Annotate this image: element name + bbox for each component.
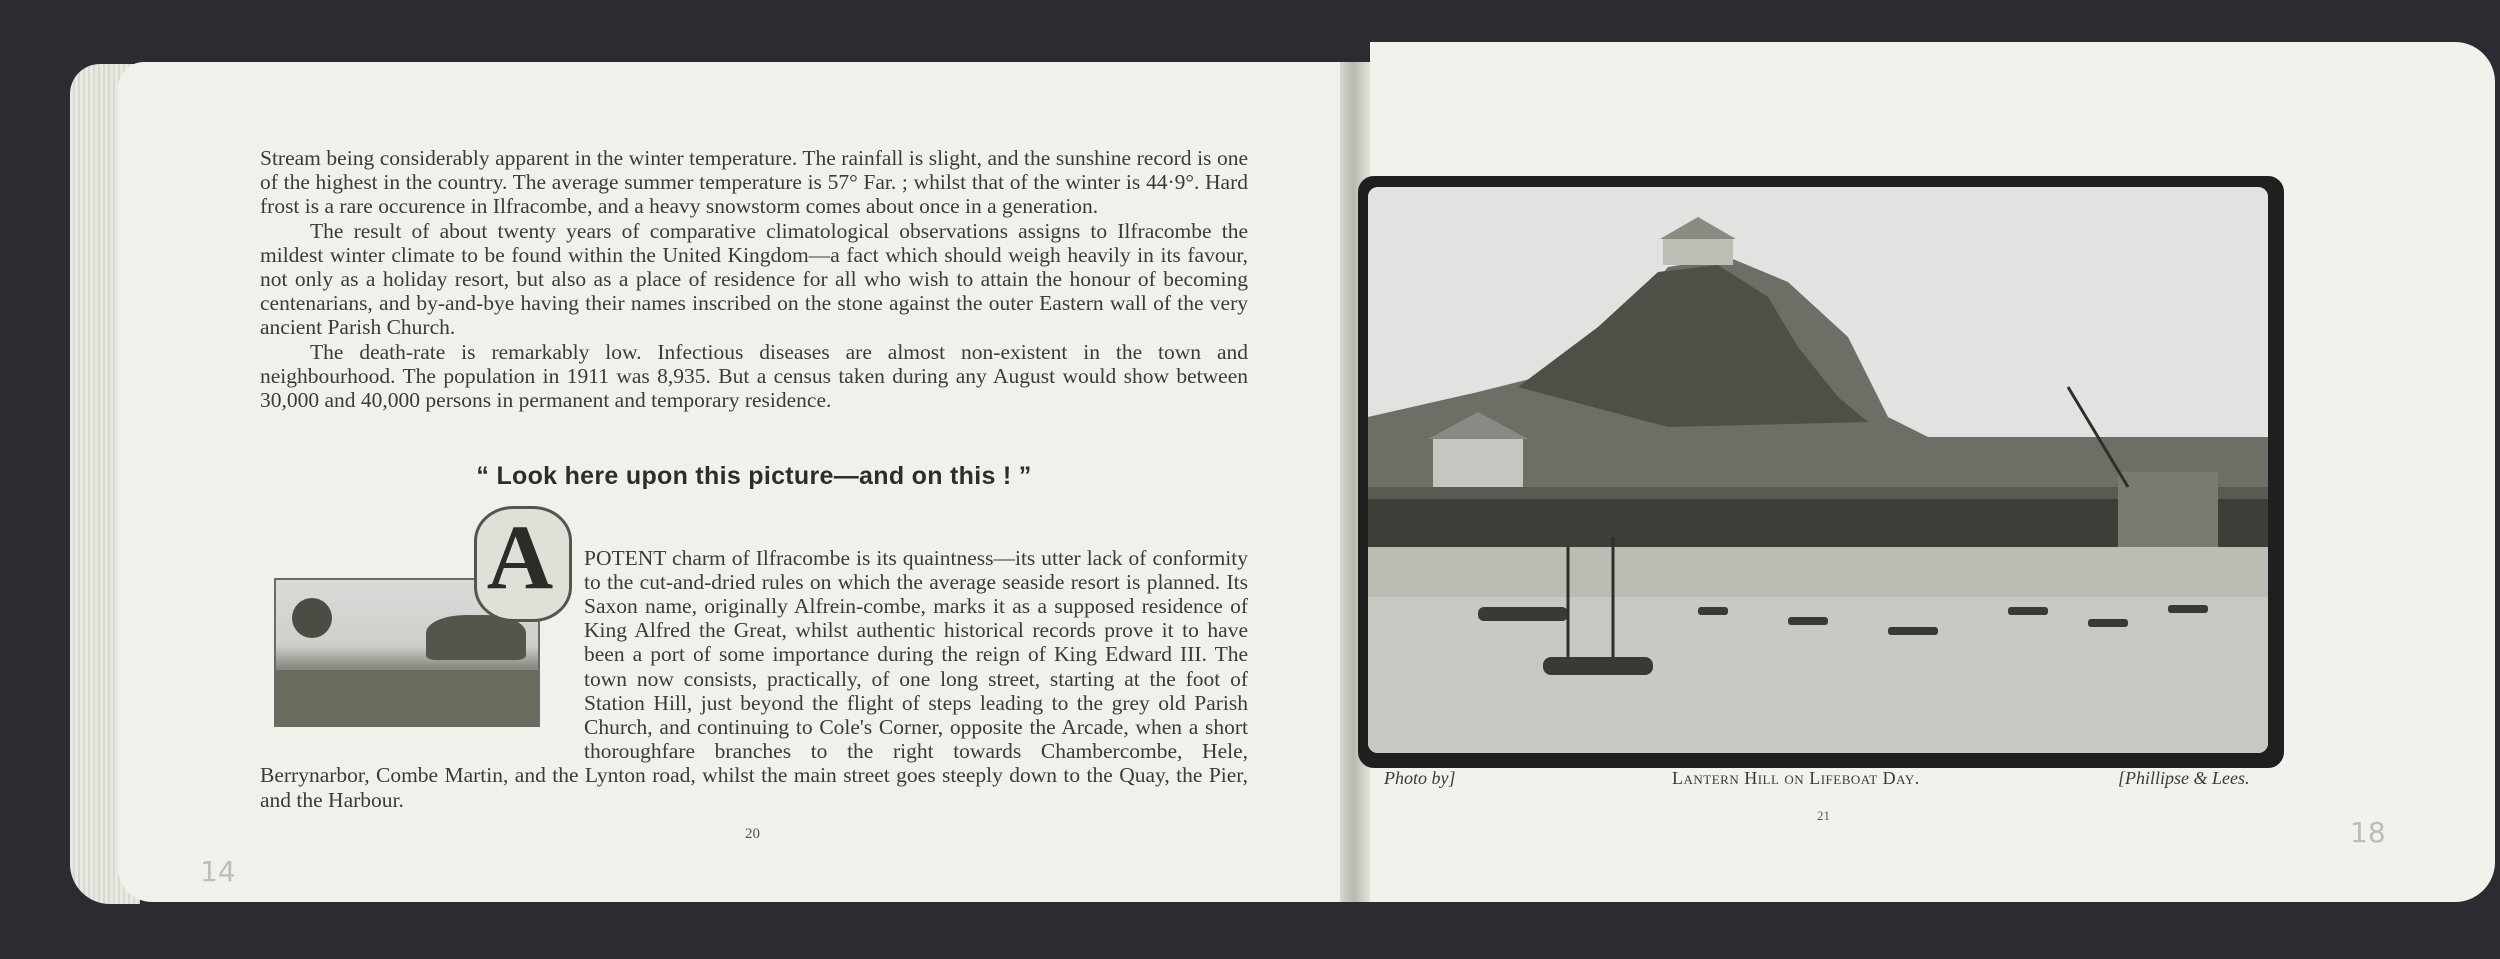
lantern-hill-photo xyxy=(1368,187,2268,753)
paragraph-2: The result of about twenty years of comparative climatological observations assigns to Ilfracombe the mildest winter climate to be found within the United Kingdom—a fact which should weigh heavily in its favour, not only as a holiday resort, but also as a place of residence for all who wish to attain the honour of becoming centenarians, and by-and-bye having their names inscribed on the stone against the outer Eastern wall of the very ancient Parish Church. xyxy=(260,218,1248,340)
paragraph-4: POTENT charm of Ilfracombe is its quaintness—its utter lack of conformity to the cut-and-dried rules on which the average seaside resort is planned. Its Saxon name, originally Alfrein-combe, marks it as a supposed residence of King Alfred the Great, whilst authentic historical records prove it to have been a port of some importance during the reign of King Edward III. The town now consists, practically, of one long street, starting at the foot of Station Hill, just beyond the flight of steps leading to the grey old Parish Church, and continuing to Cole's Corner, opposite the Arcade, when a short thoroughfare branches to the right towards Chambercombe, Hele, Berrynarbor, Combe Martin, and the Lynton road, whilst the main street goes steeply down to the Quay, the Pier, and the Harbour. xyxy=(260,545,1248,812)
drop-cap-ornament xyxy=(274,692,304,722)
left-text-column xyxy=(260,146,1248,412)
left-page-number: 20 xyxy=(745,826,760,842)
paragraph-1: Stream being considerably apparent in the winter temperature. The rainfall is slight, and the sunshine record is one of the highest in the country. The average summer temperature is 57° Far. ; whilst that of the winter is 44·9°. Hard frost is a rare occurence in Ilfracombe, and a heavy snowstorm comes about once in a generation. xyxy=(260,146,1248,219)
drop-cap-letter: A xyxy=(486,506,554,608)
paragraph-3: The death-rate is remarkably low. Infectious diseases are almost non-existent in the town and neighbourhood. The population in 1911 was 8,935. But a census taken during any August would show between 30,000 and 40,000 persons in permanent and temporary residence. xyxy=(260,339,1248,413)
pencil-mark-left: 14 xyxy=(200,855,236,888)
photo-caption: Lantern Hill on Lifeboat Day. xyxy=(1672,768,1920,788)
photo-credit-right: [Phillipse & Lees. xyxy=(2118,768,2250,788)
section-heading: “ Look here upon this picture—and on this ! ” xyxy=(476,462,1032,490)
tree-shape xyxy=(292,598,332,638)
pencil-mark-right: 18 xyxy=(2350,816,2386,849)
photo-illustration xyxy=(1368,187,2268,753)
right-page-number: 21 xyxy=(1817,808,1830,823)
photo-credit-left: Photo by] xyxy=(1384,768,1456,788)
